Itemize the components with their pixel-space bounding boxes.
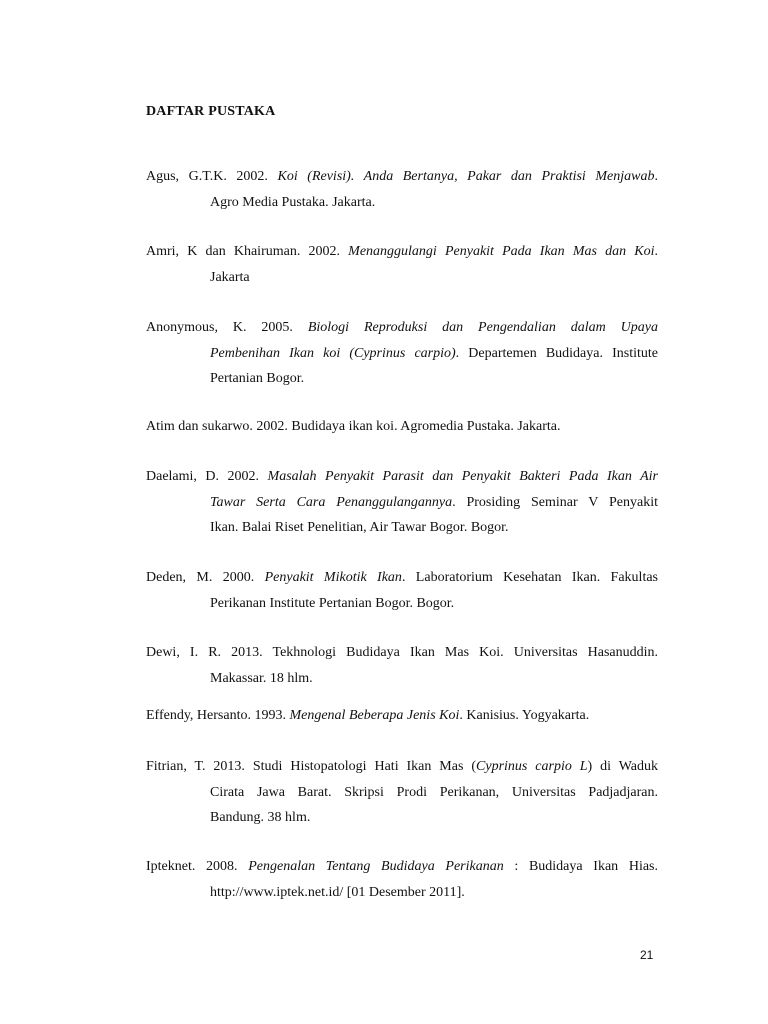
reference-text: Fitrian, T. 2013. Studi Histopatologi Hati Ikan Mas ( bbox=[146, 759, 477, 774]
reference-text: . Departemen Budidaya. Institute bbox=[455, 345, 658, 361]
reference-entry bbox=[146, 239, 658, 290]
reference-entry bbox=[146, 565, 658, 616]
reference-text: . Prosiding Seminar V Penyakit bbox=[452, 494, 658, 510]
reference-text: Effendy, Hersanto. 1993. bbox=[146, 708, 290, 723]
reference-text: Daelami, D. 2002. bbox=[146, 469, 268, 484]
reference-line bbox=[146, 239, 658, 265]
reference-line bbox=[146, 490, 658, 516]
reference-line bbox=[146, 880, 658, 906]
reference-italic-text: Mengenal Beberapa Jenis Koi bbox=[289, 708, 460, 723]
reference-text: Deden, M. 2000. bbox=[146, 570, 265, 585]
reference-text: Amri, K dan Khairuman. 2002. bbox=[146, 244, 349, 259]
reference-line bbox=[146, 640, 658, 666]
reference-text: Jakarta bbox=[210, 269, 250, 285]
reference-entry bbox=[146, 640, 658, 691]
reference-line bbox=[146, 265, 658, 291]
reference-entry bbox=[146, 703, 658, 729]
reference-italic-text: Menanggulangi Penyakit Pada Ikan Mas dan Koi bbox=[348, 244, 655, 259]
reference-line bbox=[146, 190, 658, 216]
reference-line bbox=[146, 164, 658, 190]
reference-text: Atim dan sukarwo. 2002. Budidaya ikan koi. Agromedia Pustaka. Jakarta. bbox=[146, 419, 561, 434]
reference-text: Agus, G.T.K. 2002. bbox=[146, 169, 278, 184]
reference-line bbox=[146, 591, 658, 617]
reference-line bbox=[146, 464, 658, 490]
reference-text: http://www.iptek.net.id/ [01 Desember 2011]. bbox=[210, 884, 465, 900]
reference-entry bbox=[146, 164, 658, 215]
reference-text: . bbox=[654, 169, 658, 184]
reference-text: Makassar. 18 hlm. bbox=[210, 670, 313, 686]
reference-entry bbox=[146, 854, 658, 905]
reference-text: Ikan. Balai Riset Penelitian, Air Tawar Bogor. Bogor. bbox=[210, 520, 509, 535]
reference-italic-text: Biologi Reproduksi dan Pengendalian dalam Upaya bbox=[307, 320, 658, 335]
reference-line bbox=[146, 780, 658, 806]
reference-line bbox=[146, 515, 658, 541]
reference-line bbox=[146, 366, 658, 392]
reference-entry bbox=[146, 315, 658, 392]
reference-line bbox=[146, 703, 658, 729]
reference-line bbox=[146, 666, 658, 692]
reference-text: Cirata Jawa Barat. Skripsi Prodi Perikanan, Universitas Padjadjaran. bbox=[210, 784, 658, 800]
reference-text: : Budidaya Ikan Hias. bbox=[503, 859, 659, 874]
reference-line bbox=[146, 565, 658, 591]
reference-line bbox=[146, 754, 658, 780]
reference-entry bbox=[146, 754, 658, 831]
reference-entry bbox=[146, 414, 658, 440]
reference-text: . bbox=[654, 244, 658, 259]
reference-italic-text: Penyakit Mikotik Ikan bbox=[264, 570, 402, 585]
reference-line bbox=[146, 341, 658, 367]
reference-text: Perikanan Institute Pertanian Bogor. Bogor. bbox=[210, 595, 455, 611]
reference-line bbox=[146, 854, 658, 880]
reference-italic-text: Masalah Penyakit Parasit dan Penyakit Bakteri Pada Ikan Air bbox=[267, 469, 659, 484]
reference-italic-text: Koi (Revisi). Anda Bertanya, Pakar dan Praktisi Menjawab bbox=[277, 169, 655, 184]
reference-italic-text: Pembenihan Ikan koi (Cyprinus carpio) bbox=[210, 345, 456, 361]
reference-italic-text: Pengenalan Tentang Budidaya Perikanan bbox=[248, 859, 504, 874]
reference-text: Bandung. 38 hlm. bbox=[210, 810, 311, 825]
reference-italic-text: Cyprinus carpio L bbox=[476, 759, 588, 774]
reference-entry bbox=[146, 464, 658, 541]
page-number: 21 bbox=[640, 948, 654, 962]
reference-line bbox=[146, 315, 658, 341]
reference-line bbox=[146, 805, 658, 831]
reference-text: . Laboratorium Kesehatan Ikan. Fakultas bbox=[401, 570, 658, 585]
reference-text: Ipteknet. 2008. bbox=[146, 859, 249, 874]
reference-text: ) di Waduk bbox=[587, 759, 658, 774]
reference-text: . Kanisius. Yogyakarta. bbox=[459, 708, 590, 723]
reference-line bbox=[146, 414, 658, 440]
page-heading: DAFTAR PUSTAKA bbox=[146, 104, 276, 119]
reference-text: Agro Media Pustaka. Jakarta. bbox=[210, 194, 376, 210]
reference-text: Pertanian Bogor. bbox=[210, 371, 305, 386]
reference-italic-text: Tawar Serta Cara Penanggulangannya bbox=[210, 494, 453, 510]
reference-text: Anonymous, K. 2005. bbox=[146, 320, 308, 335]
reference-text: Dewi, I. R. 2013. Tekhnologi Budidaya Ikan Mas Koi. Universitas Hasanuddin. bbox=[146, 645, 658, 660]
